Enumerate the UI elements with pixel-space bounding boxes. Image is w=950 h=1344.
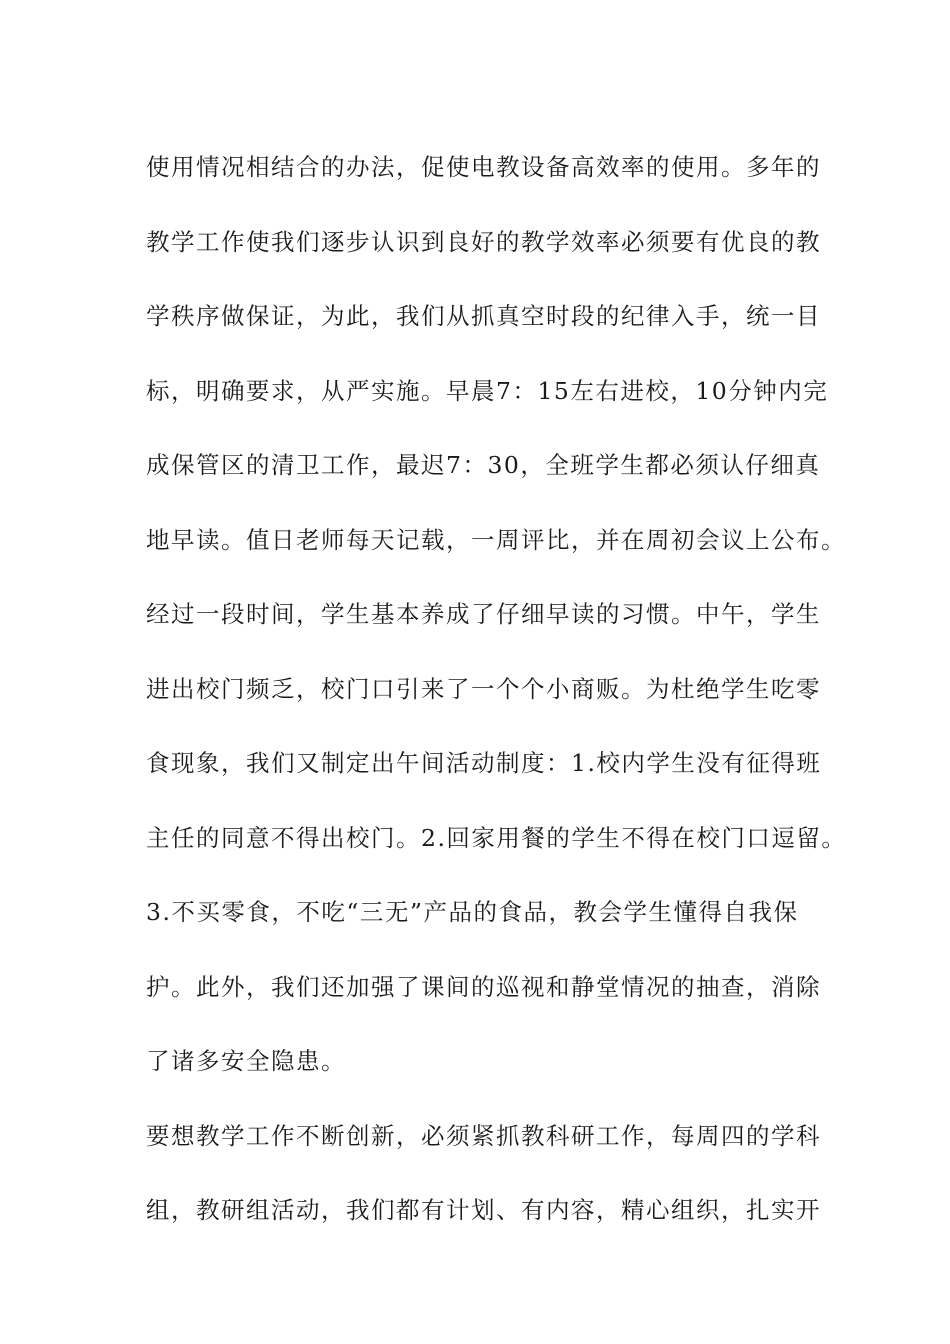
text-line: 标，明确要求，从严实施。早晨7：15左右进校，10分钟内完 (146, 376, 829, 405)
text-line: 使用情况相结合的办法，促使电教设备高效率的使用。多年的 (146, 153, 821, 181)
text-line: 学秩序做保证，为此，我们从抓真空时段的纪律入手，统一目 (146, 302, 821, 330)
text-line: 地早读。值日老师每天记载，一周评比，并在周初会议上公布。 (146, 525, 846, 554)
body-text (146, 130, 847, 1248)
text-line: 成保管区的清卫工作，最迟7：30，全班学生都必须认仔细真 (146, 451, 821, 479)
text-line: 护。此外，我们还加强了课间的巡视和静堂情况的抽查，消除 (146, 972, 821, 1001)
text-line: 经过一段时间，学生基本养成了仔细早读的习惯。中午，学生 (146, 600, 821, 628)
text-line: 组，教研组活动，我们都有计划、有内容，精心组织，扎实开 (146, 1196, 821, 1224)
text-line: 要想教学工作不断创新，必须紧抓教科研工作，每周四的学科 (146, 1121, 821, 1150)
text-line: 了诸多安全隐患。 (146, 1047, 346, 1075)
text-line: 教学工作使我们逐步认识到良好的教学效率必须要有优良的教 (146, 227, 821, 256)
text-line: 食现象，我们又制定出午间活动制度：1.校内学生没有征得班 (146, 749, 822, 777)
text-line: 进出校门频乏，校门口引来了一个个小商贩。为杜绝学生吃零 (146, 674, 821, 703)
text-line: 主任的同意不得出校门。2.回家用餐的学生不得在校门口逗留。 (146, 823, 847, 852)
text-line: 3.不买零食，不吃“三无”产品的食品，教会学生懂得自我保 (146, 898, 799, 926)
